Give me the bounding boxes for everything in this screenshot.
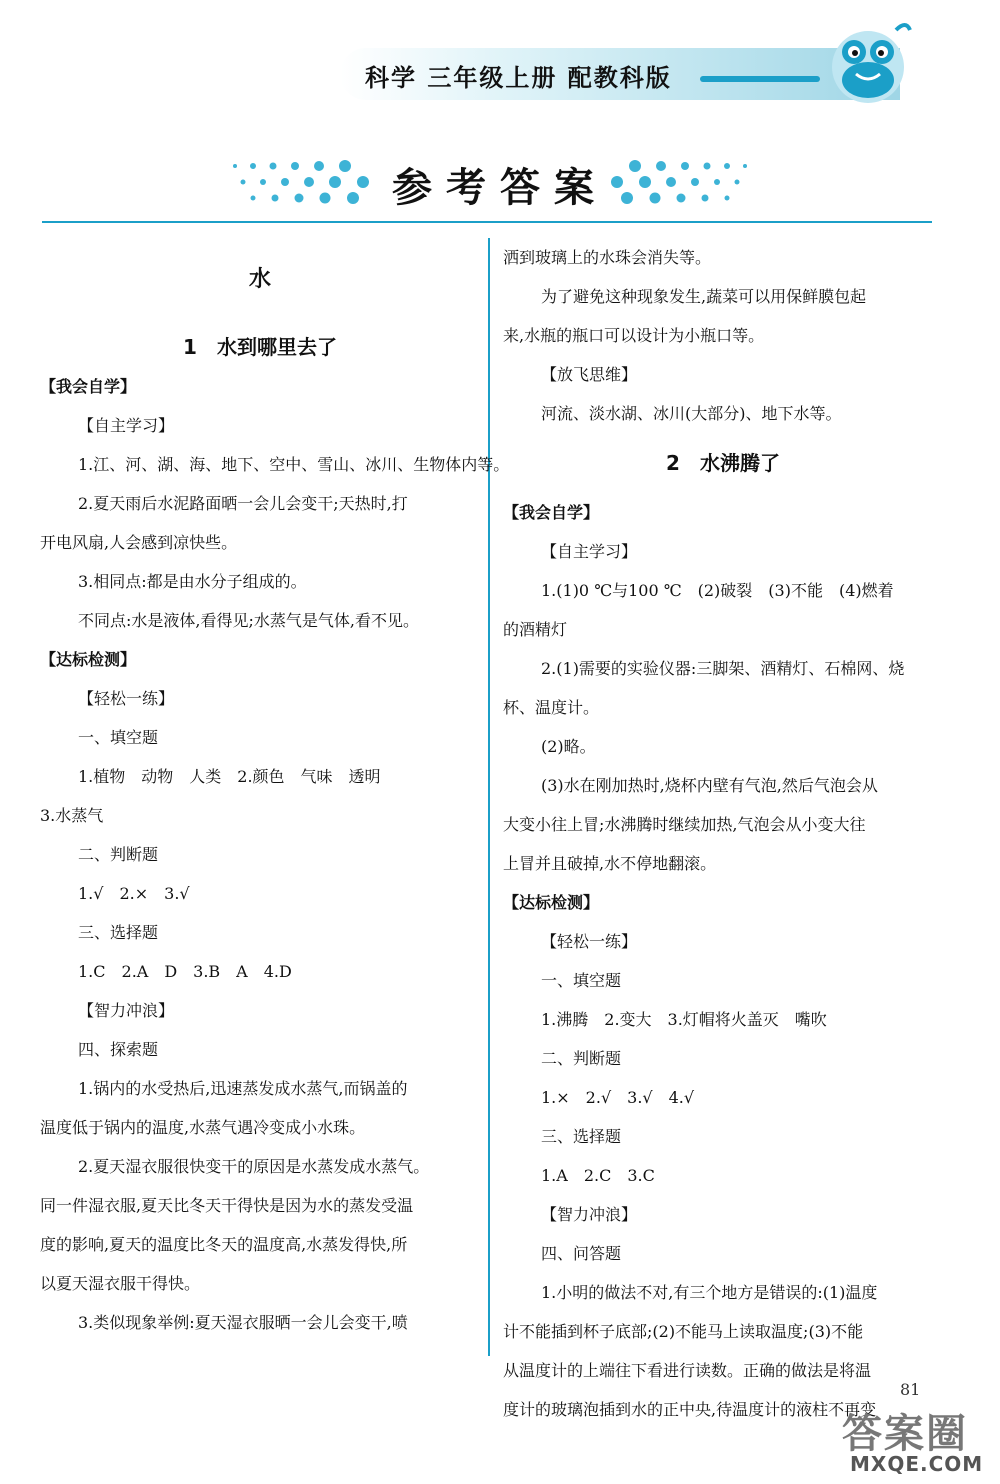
banner-accent-line	[700, 76, 820, 82]
subsection-heading: 【自主学习】	[78, 416, 175, 435]
answer-line: 1.沸腾 2.变大 3.灯帽将火盖灭 嘴吹	[541, 1010, 827, 1029]
lesson-title: 2 水沸腾了	[666, 451, 780, 475]
answer-line: 来,水瓶的瓶口可以设计为小瓶口等。	[503, 326, 765, 345]
subsection-heading: 【轻松一练】	[541, 932, 638, 951]
question-type: 三、选择题	[541, 1127, 622, 1146]
question-type: 三、选择题	[78, 923, 159, 942]
answer-line: 温度低于锅内的温度,水蒸气遇冷变成小水珠。	[40, 1118, 366, 1137]
answer-line: (2)略。	[541, 737, 596, 756]
right-column	[503, 238, 943, 1429]
page-title: 参考答案	[392, 164, 608, 211]
answer-line: 2.夏天雨后水泥路面晒一会儿会变干;天热时,打	[78, 494, 408, 513]
answer-line: 2.夏天湿衣服很快变干的原因是水蒸发成水蒸气。	[78, 1157, 430, 1176]
answer-line: 2.(1)需要的实验仪器:三脚架、酒精灯、石棉网、烧	[541, 659, 905, 678]
answer-line: 大变小往上冒;水沸腾时继续加热,气泡会从小变大往	[503, 815, 866, 834]
answer-line: 开电风扇,人会感到凉快些。	[40, 533, 238, 552]
answer-line: 同一件湿衣服,夏天比冬天干得快是因为水的蒸发受温	[40, 1196, 414, 1215]
frog-mascot-icon	[818, 12, 918, 112]
answer-line: 3.相同点:都是由水分子组成的。	[78, 572, 307, 591]
left-column	[40, 238, 510, 1342]
question-type: 一、填空题	[541, 971, 622, 990]
answer-line: 以夏天湿衣服干得快。	[40, 1274, 201, 1293]
answer-line: 1.√ 2.× 3.√	[78, 884, 190, 903]
answer-line: 洒到玻璃上的水珠会消失等。	[503, 248, 712, 267]
question-type: 一、填空题	[78, 728, 159, 747]
decorative-dots-right	[605, 158, 755, 204]
answer-line: 1.锅内的水受热后,迅速蒸发成水蒸气,而锅盖的	[78, 1079, 408, 1098]
subsection-heading: 【智力冲浪】	[78, 1001, 175, 1020]
answer-line: 3.水蒸气	[40, 806, 104, 825]
answer-line: (3)水在刚加热时,烧杯内壁有气泡,然后气泡会从	[541, 776, 878, 795]
banner-title: 科学 三年级上册 配教科版	[365, 64, 672, 92]
answer-line: 杯、温度计。	[503, 698, 600, 717]
answer-line: 1.C 2.A D 3.B A 4.D	[78, 962, 292, 981]
question-type: 二、判断题	[541, 1049, 622, 1068]
answer-line: 从温度计的上端往下看进行读数。正确的做法是将温	[503, 1361, 872, 1380]
answer-line: 1.小明的做法不对,有三个地方是错误的:(1)温度	[541, 1283, 878, 1302]
answer-line: 1.江、河、湖、海、地下、空中、雪山、冰川、生物体内等。	[78, 455, 510, 474]
answer-line: 1.× 2.√ 3.√ 4.√	[541, 1088, 695, 1107]
answer-line: 上冒并且破掉,水不停地翻滚。	[503, 854, 717, 873]
answer-line: 河流、淡水湖、冰川(大部分)、地下水等。	[541, 404, 842, 423]
header-rule	[42, 221, 932, 223]
answer-line: 度的影响,夏天的温度比冬天的温度高,水蒸发得快,所	[40, 1235, 408, 1254]
lesson-title: 1 水到哪里去了	[183, 335, 337, 359]
answer-line: 为了避免这种现象发生,蔬菜可以用保鲜膜包起	[541, 287, 867, 306]
subsection-heading: 【放飞思维】	[541, 365, 638, 384]
section-heading: 【达标检测】	[503, 893, 600, 912]
page-number: 81	[900, 1380, 921, 1399]
question-type: 四、问答题	[541, 1244, 622, 1263]
decorative-dots-left	[225, 158, 375, 204]
section-heading: 【达标检测】	[40, 650, 137, 669]
unit-title: 水	[248, 267, 271, 292]
answer-line: 度计的玻璃泡插到水的正中央,待温度计的液柱不再变	[503, 1400, 877, 1419]
subsection-heading: 【轻松一练】	[78, 689, 175, 708]
answer-line: 不同点:水是液体,看得见;水蒸气是气体,看不见。	[78, 611, 419, 630]
question-type: 四、探索题	[78, 1040, 159, 1059]
answer-line: 的酒精灯	[503, 620, 568, 639]
watermark-logo: 答案圈	[842, 1411, 968, 1457]
section-heading: 【我会自学】	[503, 503, 600, 522]
section-heading: 【我会自学】	[40, 377, 137, 396]
subsection-heading: 【自主学习】	[541, 542, 638, 561]
subsection-heading: 【智力冲浪】	[541, 1205, 638, 1224]
question-type: 二、判断题	[78, 845, 159, 864]
answer-line: 3.类似现象举例:夏天湿衣服晒一会儿会变干,喷	[78, 1313, 408, 1332]
answer-line: 计不能插到杯子底部;(2)不能马上读取温度;(3)不能	[503, 1322, 864, 1341]
answer-line: 1.植物 动物 人类 2.颜色 气味 透明	[78, 767, 381, 786]
answer-line: 1.(1)0 ℃与100 ℃ (2)破裂 (3)不能 (4)燃着	[541, 581, 894, 600]
column-divider	[488, 238, 490, 1356]
answer-line: 1.A 2.C 3.C	[541, 1166, 655, 1185]
watermark-url: MXQE.COM	[850, 1452, 984, 1476]
